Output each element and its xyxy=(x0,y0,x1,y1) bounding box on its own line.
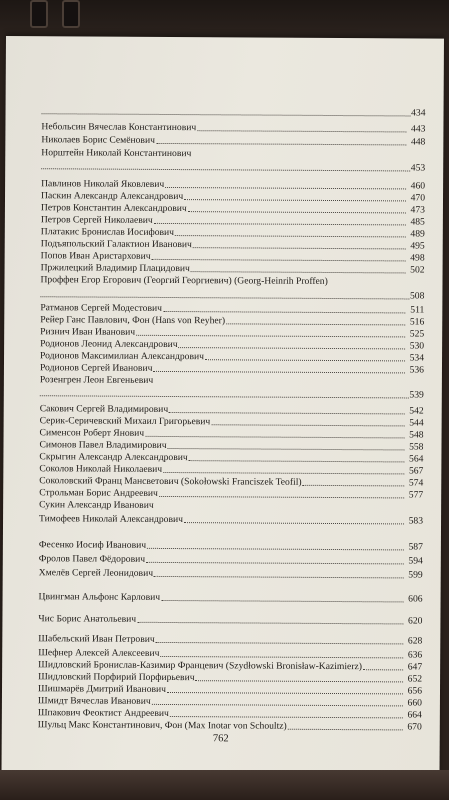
index-list xyxy=(2,36,444,775)
index-entry xyxy=(39,566,423,580)
entry-page-number: 516 xyxy=(409,316,425,328)
entry-name: Родионов Леонид Александрович xyxy=(40,338,178,351)
index-entry xyxy=(40,273,424,287)
entry-page-number: 558 xyxy=(409,441,424,453)
entry-page-number: 548 xyxy=(409,429,424,441)
entry-page-number: 536 xyxy=(409,364,425,376)
dot-leader xyxy=(191,270,406,273)
entry-page-number: 495 xyxy=(410,240,425,252)
dot-leader xyxy=(137,621,403,625)
entry-page-number: 636 xyxy=(407,649,423,661)
index-entry xyxy=(40,287,424,301)
entry-name: Сукин Александр Иванович xyxy=(39,499,154,511)
dot-leader xyxy=(165,186,406,189)
dot-leader xyxy=(169,411,405,414)
entry-name: Тимофеев Николай Александрович xyxy=(39,513,183,526)
entry-page-number: 660 xyxy=(407,697,422,709)
entry-page-number: 564 xyxy=(408,453,424,465)
entry-name: Шпакович Феоктист Андреевич xyxy=(37,707,169,720)
index-entry xyxy=(42,104,426,118)
index-entry xyxy=(39,552,423,566)
dot-leader xyxy=(179,346,406,349)
entry-page-number: 508 xyxy=(409,290,425,302)
entry-name: Цвингман Альфонс Карлович xyxy=(38,591,161,603)
entry-name: Паскин Александр Александрович xyxy=(40,190,184,203)
index-entry xyxy=(39,538,423,552)
entry-name: Чис Борис Анатольевич xyxy=(38,613,137,625)
entry-name: Платакис Бронислав Иосифович xyxy=(40,226,175,239)
dot-leader xyxy=(152,258,406,262)
entry-name: Петров Константин Александрович xyxy=(40,202,187,215)
dot-leader xyxy=(184,521,404,524)
dot-leader xyxy=(303,484,405,487)
entry-page-number: 599 xyxy=(408,569,423,581)
entry-name: Шидловский Порфирий Порфирьевич xyxy=(38,671,195,684)
entry-name: Строльман Борис Андреевич xyxy=(39,487,158,499)
entry-page-number: 574 xyxy=(408,477,424,489)
dot-leader xyxy=(136,334,405,338)
entry-page-number: 460 xyxy=(410,180,426,192)
entry-name: Петров Сергей Николаевич xyxy=(40,214,153,226)
entry-page-number: 434 xyxy=(411,107,426,119)
entry-name: Попов Иван Аристархович xyxy=(40,250,151,262)
entry-name: Родионов Сергей Иванович xyxy=(39,362,153,374)
index-entry xyxy=(38,612,422,626)
dot-leader xyxy=(167,691,403,694)
dot-leader xyxy=(197,129,406,132)
entry-name: Шмидт Вячеслав Иванович xyxy=(37,695,151,707)
entry-name: Рейер Ганс Павлович, Фон (Hans von Reyher) xyxy=(40,314,226,327)
entry-name: Шидловский Бронислав-Казимир Францевич (Szydłowski Bronisław-Kazimierz) xyxy=(38,659,362,673)
entry-name: Серик-Сеpичевский Михаил Григорьевич xyxy=(39,415,211,428)
entry-name: Шабельский Иван Петрович xyxy=(38,633,155,645)
entry-page-number: 498 xyxy=(410,252,425,264)
dot-leader xyxy=(170,715,403,718)
dot-leader xyxy=(156,142,406,146)
entry-page-number: 567 xyxy=(408,465,424,477)
entry-name: Пржилецкий Владимир Плацидович xyxy=(40,262,190,275)
entry-name: Шульц Макс Константинович, Фон (Max Inotar von Schoultz) xyxy=(37,719,287,732)
dot-leader xyxy=(145,435,404,439)
background-frame-2 xyxy=(62,0,80,28)
table-surface xyxy=(0,770,449,800)
entry-name: Норштейн Николай Константинович xyxy=(41,147,192,160)
entry-name: Ратманов Сергей Модестович xyxy=(40,302,163,314)
dot-leader xyxy=(184,198,406,201)
entry-page-number: 583 xyxy=(408,515,424,527)
dot-leader xyxy=(41,167,410,171)
dot-leader xyxy=(175,234,406,237)
entry-page-number: 542 xyxy=(409,405,424,417)
dot-leader xyxy=(40,295,409,299)
dot-leader xyxy=(147,547,404,551)
dot-leader xyxy=(40,394,409,398)
entry-page-number: 502 xyxy=(410,264,425,276)
entry-page-number: 443 xyxy=(411,123,426,135)
entry-name: Скрыгин Александр Александрович xyxy=(39,451,188,464)
entry-page-number: 664 xyxy=(407,709,422,721)
entry-page-number: 473 xyxy=(410,204,425,216)
background-frame-1 xyxy=(30,0,48,28)
entry-name: Ризнич Иван Иванович xyxy=(40,326,136,338)
index-entry xyxy=(41,133,425,147)
entry-page-number: 525 xyxy=(409,328,425,340)
index-entry xyxy=(39,512,423,526)
background-top xyxy=(0,0,449,40)
dot-leader xyxy=(211,423,404,426)
dot-leader xyxy=(193,246,406,249)
entry-name: Павлинов Николай Яковлевич xyxy=(41,178,165,190)
entry-page-number: 670 xyxy=(407,721,422,733)
dot-leader xyxy=(205,358,405,361)
dot-leader xyxy=(159,495,404,498)
dot-leader xyxy=(226,322,405,325)
dot-leader xyxy=(168,447,405,450)
entry-name: Николаев Борис Семёнович xyxy=(41,134,155,146)
dot-leader xyxy=(363,668,403,670)
entry-page-number: 485 xyxy=(410,216,425,228)
entry-page-number: 647 xyxy=(407,661,423,673)
dot-leader xyxy=(154,575,404,579)
entry-name: Хмелёв Сергей Леонидович xyxy=(38,567,154,579)
dot-leader xyxy=(288,728,403,731)
entry-page-number: 594 xyxy=(408,555,423,567)
entry-name: Проффен Егор Егорович (Георгий Георгиевич) (Georg-Heinrih Proffen) xyxy=(40,274,328,287)
dot-leader xyxy=(160,655,403,658)
entry-page-number: 534 xyxy=(409,352,425,364)
page-number: 762 xyxy=(212,733,229,745)
entry-name: Подъяпольский Галактион Иванович xyxy=(40,238,192,251)
index-entry xyxy=(38,718,422,732)
entry-name: Соколовский Франц Мансветович (Sokołowski Franciszek Teofil) xyxy=(39,475,302,488)
entry-page-number: 539 xyxy=(409,389,424,401)
entry-page-number: 656 xyxy=(407,685,423,697)
entry-page-number: 530 xyxy=(409,340,425,352)
index-entry xyxy=(41,159,425,173)
entry-name: Сакович Сергей Владимирович xyxy=(39,403,169,415)
dot-leader xyxy=(156,641,404,645)
index-entry xyxy=(39,498,423,512)
entry-name: Шишмарёв Дмитрий Иванович xyxy=(37,683,167,695)
index-entry xyxy=(38,632,422,646)
index-entry xyxy=(41,146,425,160)
dot-leader xyxy=(163,310,405,313)
dot-leader xyxy=(154,222,406,226)
entry-page-number: 620 xyxy=(408,615,423,627)
dot-leader xyxy=(152,703,403,707)
index-entry xyxy=(40,373,424,387)
index-entry xyxy=(39,590,423,604)
dot-leader xyxy=(163,471,404,474)
entry-page-number: 577 xyxy=(408,489,424,501)
index-entry xyxy=(40,386,424,400)
dot-leader xyxy=(42,112,411,116)
entry-page-number: 448 xyxy=(410,136,426,148)
entry-page-number: 544 xyxy=(409,417,424,429)
entry-page-number: 511 xyxy=(410,304,425,316)
entry-page-number: 453 xyxy=(410,162,426,174)
entry-page-number: 587 xyxy=(408,541,423,553)
entry-page-number: 489 xyxy=(410,228,425,240)
entry-page-number: 606 xyxy=(408,593,423,605)
entry-page-number: 628 xyxy=(407,635,423,647)
entry-name: Фролов Павел Фёдорович xyxy=(38,553,146,565)
entry-name: Сименсон Роберт Янович xyxy=(39,427,145,439)
entry-name: Соколов Николай Николаевич xyxy=(39,463,163,475)
book-page xyxy=(2,36,444,775)
entry-name: Небольсин Вячеслав Константинович xyxy=(41,121,197,134)
entry-name: Симонов Павел Владимирович xyxy=(39,439,167,451)
entry-name: Розенгрен Леон Евгеньевич xyxy=(39,374,154,386)
dot-leader xyxy=(189,459,405,462)
dot-leader xyxy=(161,599,403,602)
entry-name: Шефнер Алексей Алексеевич xyxy=(38,647,160,659)
entry-name: Фесенко Иосиф Иванович xyxy=(38,539,147,551)
entry-page-number: 470 xyxy=(410,192,426,204)
index-entry xyxy=(41,120,425,134)
dot-leader xyxy=(153,370,405,374)
entry-page-number: 652 xyxy=(407,673,423,685)
dot-leader xyxy=(146,561,404,565)
dot-leader xyxy=(188,210,406,213)
dot-leader xyxy=(196,679,404,682)
entry-name: Родионов Максимилиан Александрович xyxy=(40,350,205,363)
